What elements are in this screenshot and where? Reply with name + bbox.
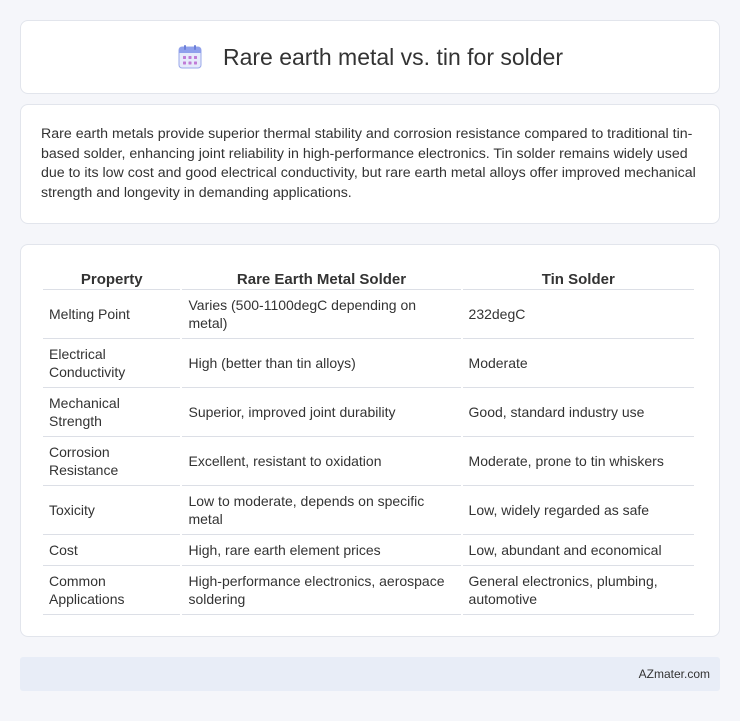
- table-cell: Low, widely regarded as safe: [463, 486, 694, 535]
- summary-text: Rare earth metals provide superior thermal stability and corrosion resistance compared to traditional tin-based solder, enhancing joint reliability in high-performance electronics. Tin solder remains widely used due to its low cost and good electrical conductivity, but rare earth metal alloys offer improved mechanical strength and longevity in demanding applications.: [41, 126, 696, 201]
- table-cell: Electrical Conductivity: [43, 339, 180, 388]
- table-cell: Mechanical Strength: [43, 388, 180, 437]
- table-cell: Moderate: [463, 339, 694, 388]
- page-title: Rare earth metal vs. tin for solder: [222, 43, 564, 70]
- footer: [20, 657, 720, 691]
- table-cell: Corrosion Resistance: [43, 437, 180, 486]
- footer-source-link[interactable]: AZmater.com: [638, 667, 710, 681]
- table-row: [43, 437, 694, 486]
- table-cell: 232degC: [463, 290, 694, 339]
- table-cell: Melting Point: [43, 290, 180, 339]
- table-cell: Cost: [43, 535, 180, 566]
- table-cell: Excellent, resistant to oxidation: [182, 437, 460, 486]
- comparison-table: [41, 265, 696, 615]
- table-row: [43, 566, 694, 615]
- header-rare-earth: Rare Earth Metal Solder: [182, 265, 460, 290]
- table-row: [43, 535, 694, 566]
- table-cell: High (better than tin alloys): [182, 339, 460, 388]
- table-header-row: [43, 265, 694, 290]
- table-cell: Low, abundant and economical: [463, 535, 694, 566]
- table-cell: High-performance electronics, aerospace soldering: [182, 566, 460, 615]
- table-cell: General electronics, plumbing, automotive: [463, 566, 694, 615]
- calendar-icon: [177, 44, 203, 70]
- table-row: [43, 486, 694, 535]
- summary-card: [20, 104, 720, 224]
- table-cell: Varies (500-1100degC depending on metal): [182, 290, 460, 339]
- table-cell: Toxicity: [43, 486, 180, 535]
- title-card: [20, 20, 720, 94]
- header-tin: Tin Solder: [463, 265, 694, 290]
- table-cell: Low to moderate, depends on specific metal: [182, 486, 460, 535]
- table-cell: Moderate, prone to tin whiskers: [463, 437, 694, 486]
- title-wrap: [177, 44, 563, 71]
- table-cell: Superior, improved joint durability: [182, 388, 460, 437]
- table-row: [43, 339, 694, 388]
- table-row: [43, 388, 694, 437]
- table-cell: Good, standard industry use: [463, 388, 694, 437]
- table-cell: High, rare earth element prices: [182, 535, 460, 566]
- header-property: Property: [43, 265, 180, 290]
- table-cell: Common Applications: [43, 566, 180, 615]
- comparison-table-card: [20, 244, 720, 637]
- table-row: [43, 290, 694, 339]
